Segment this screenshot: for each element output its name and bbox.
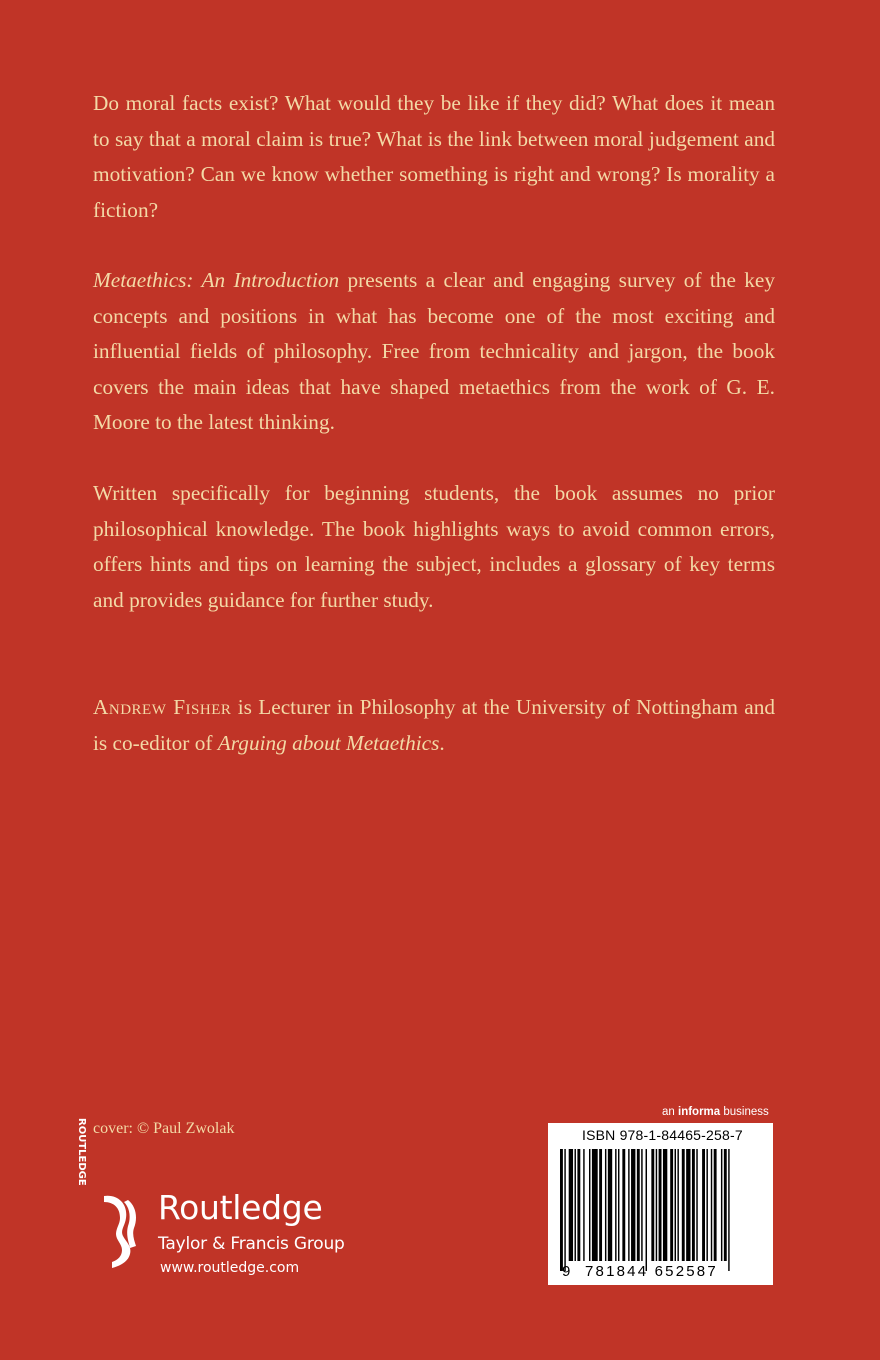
barcode-bar (728, 1149, 729, 1271)
barcode-bar (675, 1149, 676, 1261)
barcode-bar (564, 1149, 565, 1271)
barcode-bar (659, 1149, 662, 1261)
author-name: Andrew Fisher (93, 695, 232, 719)
barcode-bar (646, 1149, 647, 1271)
isbn-barcode (548, 1123, 773, 1285)
barcode-bar (721, 1149, 722, 1261)
barcode-bar (663, 1149, 667, 1261)
barcode-bar (577, 1149, 580, 1261)
barcode-bar (589, 1149, 590, 1261)
routledge-emblem-icon (76, 1118, 140, 1270)
publisher-url: www.routledge.com (160, 1260, 300, 1276)
barcode-bar (575, 1149, 576, 1261)
informa-suffix: business (720, 1106, 769, 1118)
barcode-bar (560, 1149, 563, 1271)
barcode-bar (677, 1149, 678, 1261)
barcode-bar (702, 1149, 705, 1261)
barcode-bar (569, 1149, 573, 1261)
barcode-bar (706, 1149, 707, 1261)
barcode-digits: 781844 652587 (585, 1263, 718, 1280)
barcode-bar (628, 1149, 629, 1261)
barcode-bar (618, 1149, 619, 1261)
barcode-bar (711, 1149, 712, 1261)
informa-prefix: an (662, 1106, 678, 1118)
publisher-name: Routledge (158, 1188, 323, 1227)
informa-brand: informa (678, 1106, 721, 1118)
blurb-paragraph-1: Do moral facts exist? What would they be like if they did? What does it mean to say that a moral claim is true? What is the link between moral judgement and motivation? Can we know whether something is right and wrong? Is morality a fiction? (93, 91, 775, 222)
barcode-bar (714, 1149, 717, 1261)
coedited-book-title: Arguing about Metaethics (217, 730, 440, 755)
blurb-paragraph-2 (93, 263, 775, 441)
author-bio-text: is Lecturer in Philosophy at the University of Nottingham and is co-editor of (93, 695, 775, 755)
blurb-paragraph-2-text: presents a clear and engaging survey of the key concepts and positions in what has become one of the most exciting and influential fields of philosophy. Free from technicality and jargon, the book covers the main ideas that have shaped metaethics from the work of G. E. Moore to the latest thinking. (93, 268, 776, 434)
book-title: Metaethics: An Introduction (93, 268, 340, 292)
barcode-bar (592, 1149, 598, 1261)
barcode-bar (583, 1149, 584, 1261)
cover-credit: cover: © Paul Zwolak (93, 1120, 235, 1137)
barcode-bar (724, 1149, 727, 1261)
barcode-bar (608, 1149, 612, 1261)
informa-tagline (662, 1106, 769, 1118)
barcode-bar (686, 1149, 690, 1261)
routledge-vertical-text: ROUTLEDGE (76, 1118, 87, 1186)
isbn-label: ISBN 978-1-84465-258-7 (582, 1127, 743, 1143)
barcode-first-digit: 9 (562, 1263, 571, 1280)
barcode-bar (622, 1149, 625, 1261)
barcode-bar (641, 1149, 642, 1261)
barcode-bar (670, 1149, 673, 1261)
barcode-bar (651, 1149, 654, 1261)
barcode-bar (605, 1149, 606, 1261)
barcode-bar (696, 1149, 697, 1261)
barcode-bar (599, 1149, 602, 1261)
author-bio (93, 690, 775, 761)
barcode-bars (548, 1123, 773, 1285)
barcode-bar (692, 1149, 695, 1261)
blurb-paragraph-3: Written specifically for beginning students, the book assumes no prior philosophical knowledge. The book highlights ways to avoid common errors, offers hints and tips on learning the subject, includes a glossary of key terms and provides guidance for further study. (93, 481, 775, 612)
barcode-bar (637, 1149, 640, 1261)
publisher-group: Taylor & Francis Group (158, 1234, 345, 1254)
barcode-bar (656, 1149, 657, 1261)
author-bio-end: . (439, 730, 445, 755)
barcode-bar (682, 1149, 685, 1261)
barcode-bar (631, 1149, 635, 1261)
barcode-bar (615, 1149, 616, 1261)
